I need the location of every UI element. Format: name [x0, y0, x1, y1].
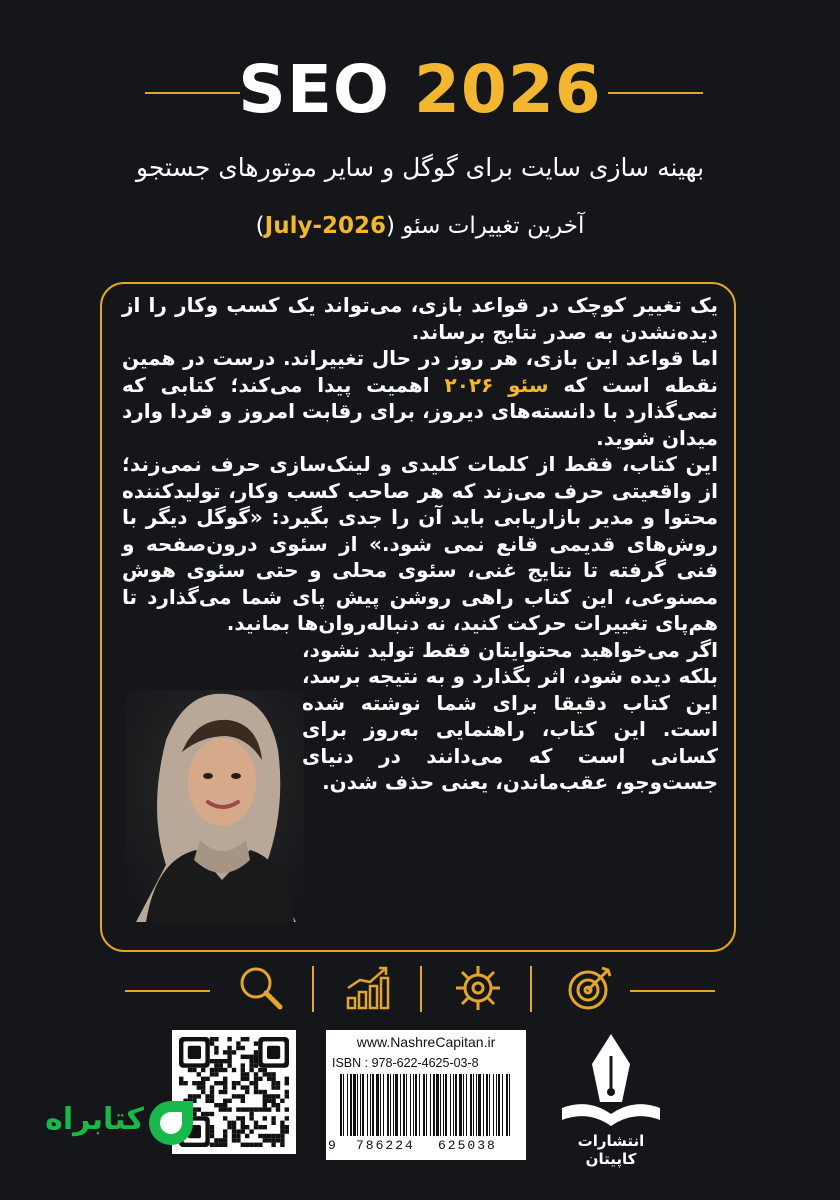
qr-module	[232, 1050, 236, 1054]
qr-module	[249, 1112, 253, 1116]
barcode-bar	[376, 1074, 379, 1136]
qr-module	[245, 1077, 249, 1081]
paragraph-2-start: اما قواعد این بازی، هر روز در حال تغییر‌اند. درست در همین نقطه است که	[122, 346, 718, 397]
barcode-bar	[483, 1074, 484, 1136]
qr-module	[267, 1107, 271, 1111]
barcode-bar	[367, 1074, 368, 1136]
qr-module	[197, 1072, 201, 1076]
latest-date: 2026-July	[264, 213, 387, 239]
qr-module	[192, 1068, 196, 1072]
qr-module	[223, 1107, 227, 1111]
qr-module	[214, 1103, 218, 1107]
qr-module	[183, 1081, 187, 1085]
icon-separator	[312, 966, 314, 1012]
qr-module	[263, 1134, 267, 1138]
qr-module	[227, 1063, 231, 1067]
qr-module	[214, 1138, 218, 1142]
qr-module	[210, 1041, 214, 1045]
barcode-bar	[478, 1074, 481, 1136]
qr-module	[241, 1116, 245, 1120]
qr-module	[227, 1037, 231, 1041]
qr-module	[223, 1059, 227, 1063]
barcode-digit-group-1: 786224	[356, 1138, 415, 1153]
qr-module	[263, 1094, 267, 1098]
qr-module	[271, 1134, 275, 1138]
qr-module	[241, 1085, 245, 1089]
barcode-bar	[393, 1074, 394, 1136]
barcode-bar	[476, 1074, 477, 1136]
barcode-bar	[380, 1074, 381, 1136]
qr-module	[267, 1094, 271, 1098]
book-subtitle: بهینه سازی سایت برای گوگل و سایر موتورهای جستجو	[135, 153, 705, 182]
qr-module	[214, 1072, 218, 1076]
qr-module	[245, 1107, 249, 1111]
barcode-digit-group-2: 625038	[438, 1138, 497, 1153]
qr-module	[267, 1099, 271, 1103]
qr-module	[254, 1041, 258, 1045]
qr-module	[232, 1081, 236, 1085]
qr-module	[223, 1077, 227, 1081]
qr-module	[271, 1121, 275, 1125]
qr-module	[263, 1068, 267, 1072]
qr-module	[236, 1041, 240, 1045]
qr-module	[280, 1125, 284, 1129]
qr-module	[232, 1129, 236, 1133]
qr-module	[254, 1072, 258, 1076]
qr-module	[263, 1090, 267, 1094]
barcode-bar	[347, 1074, 348, 1136]
qr-module	[201, 1077, 205, 1081]
qr-module	[245, 1090, 249, 1094]
qr-module	[192, 1081, 196, 1085]
qr-module	[223, 1085, 227, 1089]
qr-module	[263, 1138, 267, 1142]
qr-module	[271, 1138, 275, 1142]
qr-module	[285, 1081, 289, 1085]
qr-module	[285, 1125, 289, 1129]
qr-module	[210, 1129, 214, 1133]
barcode-bar	[455, 1074, 457, 1136]
book-title	[0, 52, 840, 128]
qr-module	[285, 1090, 289, 1094]
qr-module	[258, 1107, 262, 1111]
qr-module	[263, 1103, 267, 1107]
qr-module	[280, 1129, 284, 1133]
title-year: 2026	[414, 51, 602, 128]
search-icon	[234, 962, 286, 1014]
qr-module	[236, 1081, 240, 1085]
barcode-bar	[370, 1074, 371, 1136]
qr-module	[241, 1094, 245, 1098]
qr-module	[280, 1099, 284, 1103]
pen-book-logo-icon	[552, 1030, 670, 1130]
qr-module	[201, 1090, 205, 1094]
seo-2026-highlight: سئو ۲۰۲۶	[444, 372, 549, 397]
barcode-bar	[502, 1074, 503, 1136]
qr-module	[276, 1107, 280, 1111]
qr-module	[223, 1134, 227, 1138]
qr-module	[223, 1103, 227, 1107]
publisher-website: www.NashreCapitan.ir	[356, 1034, 496, 1050]
barcode-bar	[496, 1074, 497, 1136]
barcode-bar	[453, 1074, 454, 1136]
qr-module	[263, 1116, 267, 1120]
barcode-bar	[372, 1074, 374, 1136]
qr-module	[245, 1055, 249, 1059]
barcode-bar	[466, 1074, 467, 1136]
qr-module	[219, 1090, 223, 1094]
qr-module	[254, 1077, 258, 1081]
barcode-bar	[486, 1074, 488, 1136]
qr-module	[276, 1134, 280, 1138]
qr-module	[271, 1099, 275, 1103]
qr-module	[210, 1085, 214, 1089]
qr-module	[245, 1143, 249, 1147]
qr-module	[219, 1063, 223, 1067]
barcode-bar	[383, 1074, 384, 1136]
barcode-digit-first: 9	[328, 1138, 336, 1153]
barcode-bar	[445, 1074, 447, 1136]
qr-module	[241, 1046, 245, 1050]
barcode-bar	[390, 1074, 391, 1136]
qr-module	[280, 1143, 284, 1147]
publisher-logo	[552, 1030, 670, 1168]
qr-module	[223, 1138, 227, 1142]
qr-module	[219, 1107, 223, 1111]
barcode-bar	[450, 1074, 451, 1136]
qr-module	[263, 1107, 267, 1111]
barcode-bar	[509, 1074, 510, 1136]
qr-module	[232, 1134, 236, 1138]
description-paragraph-3: این کتاب، فقط از کلمات کلیدی و لینک‌سازی حرف نمی‌زند؛ از واقعیتی حرف می‌زند که هر صاحب کسب وکار، تولیدکننده محتوا و مدیر بازاریابی باید آن را جدی بگیرد: «گوگل دیگر با روش‌های قدیمی قانع نمی شود.» از سئوی درون‌صفحه و فنی گرفته تا نتایج غنی، سئوی محلی و حتی سئوی هوش مصنوعی، این کتاب راهی روشن پیش پای شما می‌گذارد تا هم‌پای تغییرات حرکت کنید، نه دنباله‌روان‌ها بمانید.	[122, 452, 718, 635]
qr-module	[249, 1055, 253, 1059]
barcode-bar	[395, 1074, 398, 1136]
barcode-bar	[343, 1074, 344, 1136]
qr-module	[236, 1134, 240, 1138]
barcode-bar	[387, 1074, 389, 1136]
barcode-bar	[430, 1074, 431, 1136]
qr-module	[285, 1116, 289, 1120]
barcode-bar	[423, 1074, 425, 1136]
qr-module	[249, 1129, 253, 1133]
description-paragraph-4: اگر می‌خواهید محتوایتان فقط تولید نشود، بلکه دیده شود، اثر بگذارد و به نتیجه برسد، این کتاب دقیقا برای شما نوشته شده است. این کتاب، راهنمایی به‌روز برای کسانی است که می‌دانند در دنیای جست‌وجو، عقب‌ماندن، یعنی حذف شدن.	[302, 637, 718, 794]
qr-module	[223, 1081, 227, 1085]
qr-module	[241, 1129, 245, 1133]
icon-separator	[420, 966, 422, 1012]
qr-module	[245, 1085, 249, 1089]
ketabrah-wordmark: کتابراه	[45, 1102, 144, 1137]
qr-module	[271, 1077, 275, 1081]
qr-module	[254, 1143, 258, 1147]
growth-chart-icon	[342, 962, 394, 1014]
qr-module	[179, 1081, 183, 1085]
qr-module	[271, 1116, 275, 1120]
qr-module	[205, 1099, 209, 1103]
qr-module	[205, 1077, 209, 1081]
qr-module	[267, 1138, 271, 1142]
barcode-bar	[440, 1074, 441, 1136]
qr-module	[219, 1143, 223, 1147]
barcode-bar	[353, 1074, 356, 1136]
qr-module	[285, 1107, 289, 1111]
icons-rule-left	[125, 990, 210, 992]
gear-icon	[452, 962, 504, 1014]
paragraph-2-end: اهمیت پیدا می‌کند؛ کتابی که نمی‌گذارد با دانسته‌های دیروز، برای رقابت امروز و فردا وارد میدان شوید.	[122, 372, 718, 450]
qr-module	[276, 1103, 280, 1107]
qr-module	[241, 1072, 245, 1076]
barcode-bar	[443, 1074, 444, 1136]
qr-module	[263, 1125, 267, 1129]
book-description	[122, 292, 718, 796]
isbn-number: ISBN : 978-622-4625-03-8	[332, 1056, 479, 1070]
barcode-bar	[433, 1074, 435, 1136]
latest-prefix: آخرین تغییرات سئو (	[386, 213, 585, 239]
qr-module	[254, 1059, 258, 1063]
qr-module	[188, 1068, 192, 1072]
qr-module	[201, 1068, 205, 1072]
qr-module	[254, 1085, 258, 1089]
qr-module	[285, 1077, 289, 1081]
qr-module	[254, 1125, 258, 1129]
qr-module	[263, 1072, 267, 1076]
qr-module	[241, 1068, 245, 1072]
qr-module	[232, 1121, 236, 1125]
qr-module	[223, 1068, 227, 1072]
qr-module	[210, 1143, 214, 1147]
publisher-name: انتشارات کاپیتان	[577, 1132, 645, 1168]
qr-module	[210, 1125, 214, 1129]
qr-module	[219, 1059, 223, 1063]
qr-module	[249, 1059, 253, 1063]
qr-module	[276, 1094, 280, 1098]
qr-module	[223, 1099, 227, 1103]
qr-module	[285, 1129, 289, 1133]
qr-module	[241, 1037, 245, 1041]
qr-module	[258, 1068, 262, 1072]
barcode-bar	[498, 1074, 500, 1136]
barcode-bar	[493, 1074, 494, 1136]
qr-module	[249, 1107, 253, 1111]
qr-module	[227, 1055, 231, 1059]
qr-module	[236, 1107, 240, 1111]
qr-module	[205, 1094, 209, 1098]
qr-module	[280, 1134, 284, 1138]
qr-module	[210, 1090, 214, 1094]
ketabrah-mark-icon	[146, 1098, 196, 1148]
qr-module	[227, 1125, 231, 1129]
qr-module	[223, 1050, 227, 1054]
qr-module	[210, 1037, 214, 1041]
qr-module	[232, 1094, 236, 1098]
icon-separator	[530, 966, 532, 1012]
qr-module	[236, 1129, 240, 1133]
qr-module	[276, 1081, 280, 1085]
qr-module	[236, 1138, 240, 1142]
qr-module	[210, 1112, 214, 1116]
barcode-bar	[470, 1074, 472, 1136]
qr-module	[219, 1068, 223, 1072]
qr-module	[280, 1121, 284, 1125]
qr-module	[227, 1059, 231, 1063]
qr-module	[210, 1068, 214, 1072]
qr-module	[271, 1103, 275, 1107]
qr-module	[280, 1138, 284, 1142]
barcode-bar	[406, 1074, 407, 1136]
barcode-bar	[463, 1074, 464, 1136]
qr-module	[223, 1116, 227, 1120]
qr-module	[241, 1143, 245, 1147]
target-icon	[564, 962, 616, 1014]
qr-module	[227, 1099, 231, 1103]
qr-module	[232, 1125, 236, 1129]
isbn-barcode	[340, 1074, 516, 1136]
qr-module	[205, 1112, 209, 1116]
qr-module	[227, 1107, 231, 1111]
qr-module	[241, 1077, 245, 1081]
qr-module	[271, 1085, 275, 1089]
qr-module	[210, 1099, 214, 1103]
qr-module	[271, 1072, 275, 1076]
qr-module	[232, 1068, 236, 1072]
qr-module	[245, 1037, 249, 1041]
qr-module	[258, 1090, 262, 1094]
barcode-bar	[360, 1074, 361, 1136]
description-paragraph-1: یک تغییر کوچک در قواعد بازی، می‌تواند یک کسب وکار را از دیده‌نشدن به صدر نتایج برساند.	[122, 293, 718, 344]
qr-module	[249, 1081, 253, 1085]
qr-module	[258, 1134, 262, 1138]
barcode-bar	[459, 1074, 462, 1136]
qr-module	[249, 1068, 253, 1072]
qr-module	[227, 1050, 231, 1054]
qr-finder-pattern	[188, 1046, 201, 1059]
qr-module	[179, 1077, 183, 1081]
qr-module	[271, 1094, 275, 1098]
qr-module	[219, 1138, 223, 1142]
qr-module	[210, 1134, 214, 1138]
barcode-bar	[413, 1074, 414, 1136]
qr-module	[223, 1090, 227, 1094]
qr-module	[267, 1077, 271, 1081]
qr-module	[271, 1143, 275, 1147]
qr-module	[210, 1072, 214, 1076]
qr-module	[254, 1121, 258, 1125]
qr-module	[219, 1081, 223, 1085]
qr-module	[214, 1063, 218, 1067]
qr-module	[232, 1085, 236, 1089]
barcode-bar	[362, 1074, 364, 1136]
icons-rule-right	[630, 990, 715, 992]
qr-module	[214, 1037, 218, 1041]
qr-module	[254, 1063, 258, 1067]
qr-module	[214, 1068, 218, 1072]
qr-module	[241, 1121, 245, 1125]
barcode-bar	[506, 1074, 508, 1136]
qr-module	[241, 1063, 245, 1067]
qr-module	[245, 1125, 249, 1129]
qr-module	[227, 1046, 231, 1050]
qr-module	[236, 1046, 240, 1050]
qr-module	[201, 1081, 205, 1085]
qr-module	[210, 1059, 214, 1063]
qr-module	[285, 1094, 289, 1098]
qr-module	[219, 1103, 223, 1107]
qr-module	[236, 1116, 240, 1120]
qr-module	[214, 1143, 218, 1147]
qr-module	[245, 1134, 249, 1138]
barcode-bar	[400, 1074, 401, 1136]
barcode-bar	[357, 1074, 358, 1136]
latest-changes-line	[0, 211, 840, 241]
qr-module	[232, 1138, 236, 1142]
qr-module	[241, 1099, 245, 1103]
qr-module	[201, 1112, 205, 1116]
qr-module	[258, 1077, 262, 1081]
qr-finder-pattern	[267, 1046, 280, 1059]
barcode-bar	[410, 1074, 411, 1136]
qr-module	[254, 1081, 258, 1085]
qr-module	[267, 1134, 271, 1138]
barcode-bar	[489, 1074, 490, 1136]
title-seo: SEO	[238, 51, 391, 128]
barcode-bar	[350, 1074, 352, 1136]
qr-module	[214, 1059, 218, 1063]
qr-module	[241, 1125, 245, 1129]
qr-module	[210, 1094, 214, 1098]
qr-module	[249, 1063, 253, 1067]
qr-module	[271, 1081, 275, 1085]
qr-module	[241, 1055, 245, 1059]
qr-module	[254, 1050, 258, 1054]
qr-module	[267, 1072, 271, 1076]
qr-module	[254, 1107, 258, 1111]
barcode-bar	[436, 1074, 439, 1136]
qr-module	[223, 1129, 227, 1133]
barcode-bar	[340, 1074, 342, 1136]
qr-module	[254, 1090, 258, 1094]
qr-module	[245, 1072, 249, 1076]
qr-module	[241, 1107, 245, 1111]
qr-module	[201, 1085, 205, 1089]
qr-module	[197, 1081, 201, 1085]
qr-module	[276, 1085, 280, 1089]
qr-module	[236, 1094, 240, 1098]
qr-module	[263, 1099, 267, 1103]
qr-module	[249, 1143, 253, 1147]
barcode-card	[326, 1030, 526, 1160]
qr-module	[214, 1046, 218, 1050]
qr-module	[276, 1138, 280, 1142]
description-paragraph-2	[122, 345, 718, 451]
barcode-bar	[403, 1074, 405, 1136]
qr-module	[254, 1055, 258, 1059]
qr-module	[214, 1081, 218, 1085]
qr-module	[258, 1143, 262, 1147]
qr-module	[249, 1116, 253, 1120]
qr-module	[258, 1125, 262, 1129]
latest-suffix: )	[255, 213, 265, 239]
barcode-bar	[415, 1074, 417, 1136]
qr-module	[214, 1050, 218, 1054]
qr-module	[227, 1121, 231, 1125]
qr-module	[223, 1143, 227, 1147]
barcode-bar	[426, 1074, 427, 1136]
barcode-bar	[419, 1074, 420, 1136]
ketabrah-logo	[18, 1090, 198, 1160]
barcode-bar	[473, 1074, 474, 1136]
